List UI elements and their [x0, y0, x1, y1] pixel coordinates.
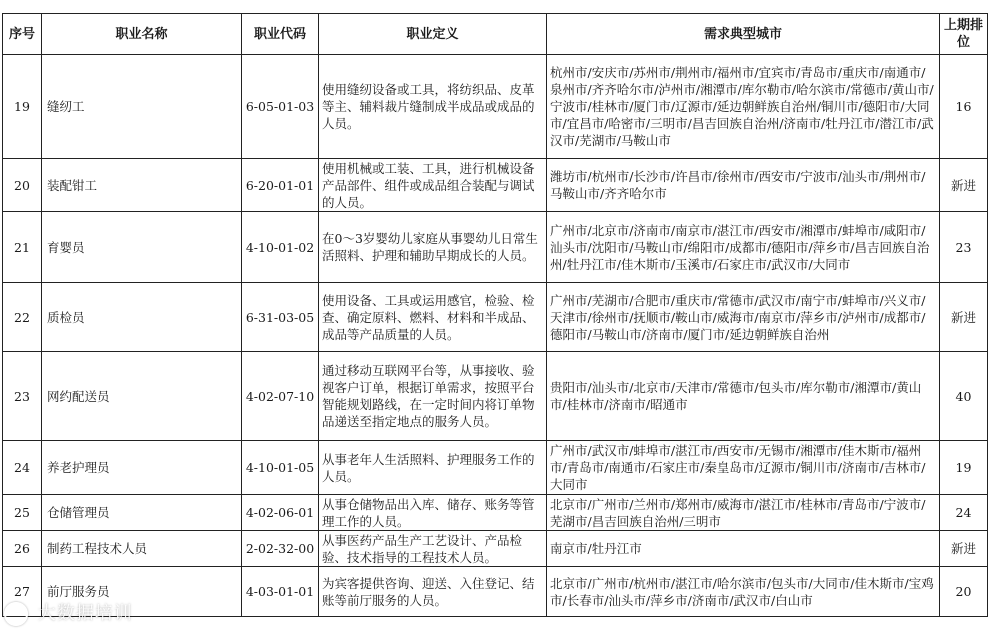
- cell-seq: 20: [3, 159, 42, 212]
- header-definition: 职业定义: [319, 14, 547, 55]
- cell-cities: 广州市/北京市/济南市/南京市/湛江市/西安市/湘潭市/蚌埠市/咸阳市/汕头市/沈阳市/马鞍山市/绵阳市/成都市/德阳市/萍乡市/昌吉回族自治州/牡丹江市/佳木斯市/玉溪市/石家庄市/武汉市/大同市: [547, 212, 940, 283]
- cell-code: 4-02-06-01: [242, 495, 319, 531]
- cell-seq: 26: [3, 531, 42, 567]
- cell-rank: 新进: [940, 159, 988, 212]
- cell-cities: 北京市/广州市/兰州市/郑州市/威海市/湛江市/桂林市/青岛市/宁波市/芜湖市/昌吉回族自治州/三明市: [547, 495, 940, 531]
- header-rank: 上期排位: [940, 14, 988, 55]
- cell-seq: 23: [3, 352, 42, 441]
- cell-cities: 贵阳市/汕头市/北京市/天津市/常德市/包头市/库尔勒市/湘潭市/黄山市/桂林市/济南市/昭通市: [547, 352, 940, 441]
- cell-definition: 从事医药产品生产工艺设计、产品检验、技术指导的工程技术人员。: [319, 531, 547, 567]
- cell-name: 养老护理员: [42, 441, 242, 495]
- cell-cities: 杭州市/安庆市/苏州市/荆州市/福州市/宜宾市/青岛市/重庆市/南通市/泉州市/齐齐哈尔市/泸州市/湘潭市/库尔勒市/哈尔滨市/常德市/黄山市/宁波市/桂林市/厦门市/辽源市/延边朝鲜族自治州/铜川市/德阳市/大同市/宜昌市/哈密市/三明市/昌吉回族自治州/济南市/牡丹江市/潜江市/武汉市/芜湖市/马鞍山市: [547, 55, 940, 159]
- cell-definition: 使用设备、工具或运用感官，检验、检查、确定原料、燃料、材料和半成品、成品等产品质量的人员。: [319, 283, 547, 352]
- cell-cities: 广州市/武汉市/蚌埠市/湛江市/西安市/无锡市/湘潭市/佳木斯市/福州市/青岛市/南通市/石家庄市/秦皇岛市/辽源市/铜川市/济南市/吉林市/大同市: [547, 441, 940, 495]
- cell-name: 缝纫工: [42, 55, 242, 159]
- cell-code: 2-02-32-00: [242, 531, 319, 567]
- cell-rank: 24: [940, 495, 988, 531]
- cell-code: 4-10-01-02: [242, 212, 319, 283]
- cell-code: 4-10-01-05: [242, 441, 319, 495]
- table-row: [3, 159, 988, 212]
- cell-code: 4-02-07-10: [242, 352, 319, 441]
- cell-name: 网约配送员: [42, 352, 242, 441]
- table-header-row: [3, 14, 988, 55]
- cell-name: 质检员: [42, 283, 242, 352]
- cell-cities: 北京市/广州市/杭州市/湛江市/哈尔滨市/包头市/大同市/佳木斯市/宝鸡市/长春市/汕头市/萍乡市/济南市/武汉市/白山市: [547, 567, 940, 617]
- cell-definition: 使用机械或工装、工具，进行机械设备产品部件、组件或成品组合装配与调试的人员。: [319, 159, 547, 212]
- cell-cities: 广州市/芜湖市/合肥市/重庆市/常德市/武汉市/南宁市/蚌埠市/兴义市/天津市/徐州市/抚顺市/鞍山市/威海市/南京市/萍乡市/泸州市/成都市/德阳市/马鞍山市/济南市/厦门市/延边朝鲜族自治州: [547, 283, 940, 352]
- header-seq: 序号: [3, 14, 42, 55]
- table-row: [3, 531, 988, 567]
- cell-code: 4-03-01-01: [242, 567, 319, 617]
- cell-definition: 从事仓储物品出入库、储存、账务等管理工作的人员。: [319, 495, 547, 531]
- cell-name: 装配钳工: [42, 159, 242, 212]
- cell-seq: 22: [3, 283, 42, 352]
- cell-definition: 在0～3岁婴幼儿家庭从事婴幼儿日常生活照料、护理和辅助早期成长的人员。: [319, 212, 547, 283]
- table-row: [3, 212, 988, 283]
- cell-rank: 19: [940, 441, 988, 495]
- cell-rank: 16: [940, 55, 988, 159]
- header-name: 职业名称: [42, 14, 242, 55]
- cell-definition: 为宾客提供咨询、迎送、入住登记、结账等前厅服务的人员。: [319, 567, 547, 617]
- occupation-table: [2, 13, 988, 617]
- table-row: [3, 495, 988, 531]
- header-code: 职业代码: [242, 14, 319, 55]
- cell-seq: 27: [3, 567, 42, 617]
- table-row: [3, 283, 988, 352]
- cell-definition: 使用缝纫设备或工具，将纺织品、皮革等主、辅料裁片缝制成半成品或成品的人员。: [319, 55, 547, 159]
- cell-rank: 新进: [940, 531, 988, 567]
- table-row: [3, 352, 988, 441]
- table-row: [3, 567, 988, 617]
- cell-cities: 南京市/牡丹江市: [547, 531, 940, 567]
- cell-name: 仓储管理员: [42, 495, 242, 531]
- cell-rank: 20: [940, 567, 988, 617]
- cell-seq: 24: [3, 441, 42, 495]
- cell-name: 制药工程技术人员: [42, 531, 242, 567]
- watermark: [4, 599, 133, 626]
- cell-cities: 潍坊市/杭州市/长沙市/许昌市/徐州市/西安市/宁波市/汕头市/荆州市/马鞍山市/齐齐哈尔市: [547, 159, 940, 212]
- cell-rank: 40: [940, 352, 988, 441]
- table-row: [3, 441, 988, 495]
- watermark-text: 大数据培训: [37, 603, 133, 624]
- cell-seq: 19: [3, 55, 42, 159]
- header-cities: 需求典型城市: [547, 14, 940, 55]
- cell-code: 6-31-03-05: [242, 283, 319, 352]
- cell-definition: 通过移动互联网平台等，从事接收、验视客户订单，根据订单需求，按照平台智能规划路线，在一定时间内将订单物品递送至指定地点的服务人员。: [319, 352, 547, 441]
- cell-rank: 新进: [940, 283, 988, 352]
- cell-definition: 从事老年人生活照料、护理服务工作的人员。: [319, 441, 547, 495]
- cell-rank: 23: [940, 212, 988, 283]
- cell-code: 6-05-01-03: [242, 55, 319, 159]
- cell-seq: 21: [3, 212, 42, 283]
- cell-seq: 25: [3, 495, 42, 531]
- cell-name: 前厅服务员: [42, 567, 242, 617]
- cell-name: 育婴员: [42, 212, 242, 283]
- table-row: [3, 55, 988, 159]
- cell-code: 6-20-01-01: [242, 159, 319, 212]
- watermark-logo-icon: [4, 602, 28, 626]
